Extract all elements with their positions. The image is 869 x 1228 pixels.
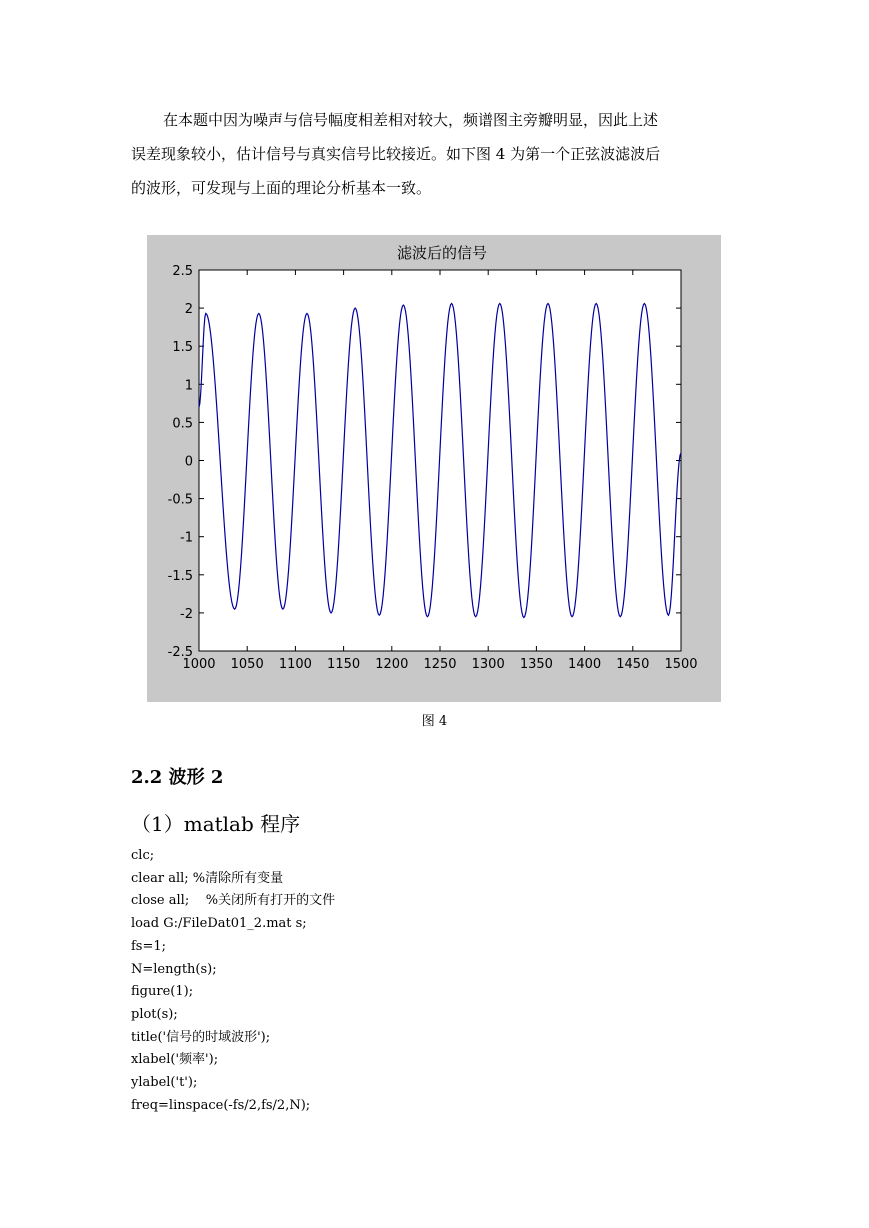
chart-title: 滤波后的信号 xyxy=(396,244,488,262)
code-line: xlabel('频率'); xyxy=(131,1052,219,1068)
x-tick-label: 1100 xyxy=(278,657,312,672)
y-tick-label: 0.5 xyxy=(172,416,193,432)
y-tick-labels xyxy=(168,264,193,660)
code-line: title('信号的时域波形'); xyxy=(131,1029,271,1045)
code-line: close all; %关闭所有打开的文件 xyxy=(131,893,336,909)
code-line: clear all; %清除所有变量 xyxy=(131,870,284,886)
x-tick-label: 1200 xyxy=(375,657,409,672)
y-tick-label: 2 xyxy=(184,302,193,318)
code-line: figure(1); xyxy=(131,984,194,1000)
x-tick-labels xyxy=(182,657,697,672)
y-tick-label: 1 xyxy=(184,378,193,394)
y-tick-label: -0.5 xyxy=(167,492,193,508)
code-listing xyxy=(131,845,335,1117)
code-line: load G:/FileDat01_2.mat s; xyxy=(131,916,307,932)
y-tick-label: -2 xyxy=(180,606,193,622)
x-tick-label: 1400 xyxy=(568,657,602,672)
paragraph-line: 的波形，可发现与上面的理论分析基本一致。 xyxy=(131,179,432,197)
x-tick-label: 1500 xyxy=(664,657,698,672)
x-tick-label: 1150 xyxy=(327,657,361,672)
x-tick-label: 1000 xyxy=(182,657,216,672)
y-tick-label: 0 xyxy=(184,454,193,470)
y-tick-label: 2.5 xyxy=(172,264,193,279)
x-tick-label: 1250 xyxy=(423,657,457,672)
x-tick-label: 1300 xyxy=(471,657,505,672)
paragraph-line: 在本题中因为噪声与信号幅度相差相对较大，频谱图主旁瓣明显，因此上述 xyxy=(163,111,659,129)
code-line: fs=1; xyxy=(131,938,167,954)
section-subheading: （1）matlab 程序 xyxy=(131,812,301,836)
y-tick-label: -2.5 xyxy=(167,645,193,660)
code-line: ylabel('t'); xyxy=(131,1075,198,1091)
section-heading: 2.2 波形 2 xyxy=(131,767,224,788)
y-tick-label: -1 xyxy=(180,530,193,546)
code-line: freq=linspace(-fs/2,fs/2,N); xyxy=(131,1097,311,1113)
body-paragraph xyxy=(131,103,737,205)
code-line: N=length(s); xyxy=(131,961,217,977)
x-tick-label: 1350 xyxy=(519,657,553,672)
y-tick-label: -1.5 xyxy=(167,568,193,584)
figure-panel xyxy=(147,235,721,702)
paragraph-line: 误差现象较小，估计信号与真实信号比较接近。如下图 4 为第一个正弦波滤波后 xyxy=(131,145,661,163)
code-line: plot(s); xyxy=(131,1006,178,1022)
y-tick-label: 1.5 xyxy=(172,340,193,356)
code-line: clc; xyxy=(131,848,155,863)
filtered-signal-chart xyxy=(147,235,721,702)
x-tick-label: 1450 xyxy=(616,657,650,672)
x-tick-label: 1050 xyxy=(230,657,264,672)
figure-caption: 图 4 xyxy=(421,714,448,729)
